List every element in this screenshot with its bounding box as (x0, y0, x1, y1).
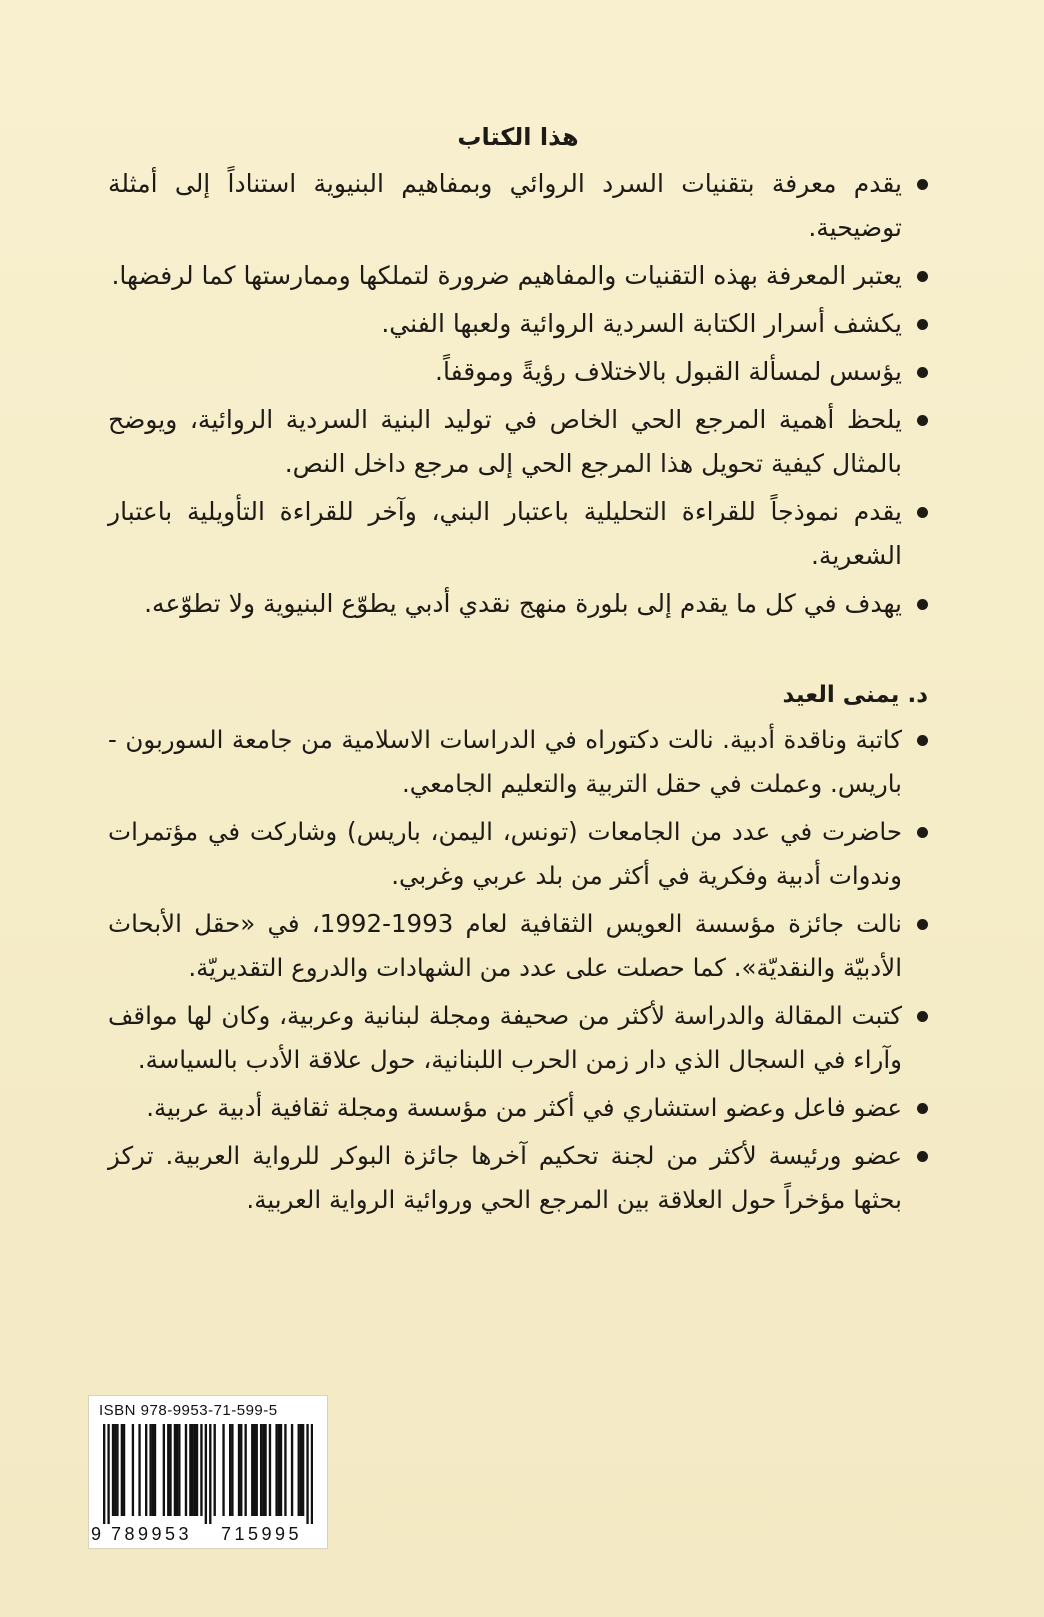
list-item-text: عضو فاعل وعضو استشاري في أكثر من مؤسسة ومجلة ثقافية أدبية عربية. (146, 1093, 902, 1122)
barcode-bar (251, 1424, 253, 1516)
list-item (108, 1086, 928, 1130)
barcode-bar (300, 1424, 302, 1516)
isbn-barcode (88, 1395, 328, 1549)
bullet-icon (917, 827, 928, 838)
barcode-bar (280, 1424, 282, 1516)
barcode-bar (167, 1424, 169, 1516)
barcode-bar (112, 1424, 114, 1516)
barcode-bar (269, 1424, 271, 1516)
barcode-bar (176, 1424, 178, 1516)
barcode-bar (302, 1424, 304, 1516)
barcode-bar (214, 1424, 216, 1516)
bullet-icon (917, 415, 928, 426)
list-item (108, 902, 928, 990)
barcode-bar (132, 1424, 134, 1516)
bullet-icon (917, 271, 928, 282)
barcode-bar (123, 1424, 125, 1516)
isbn-label: ISBN 978-9953-71-599-5 (99, 1402, 278, 1419)
barcode-bar (189, 1424, 191, 1516)
list-item (108, 718, 928, 806)
author-section (108, 680, 928, 1226)
barcode-digits (91, 1524, 323, 1545)
barcode-bar (163, 1424, 165, 1516)
barcode-bar (138, 1424, 140, 1516)
barcode-bar (205, 1424, 207, 1524)
list-item (108, 582, 928, 626)
list-item-text: يقدم معرفة بتقنيات السرد الروائي وبمفاهيم البنيوية استناداً إلى أمثلة توضيحية. (108, 169, 902, 242)
barcode-bar (116, 1424, 118, 1516)
list-item (108, 254, 928, 298)
barcode-digits-right: 715995 (221, 1524, 303, 1544)
barcode-bar (191, 1424, 193, 1516)
barcode-bar (244, 1424, 246, 1516)
bullet-icon (917, 179, 928, 190)
list-item (108, 490, 928, 578)
barcode-bar (260, 1424, 262, 1516)
bullet-icon (917, 1151, 928, 1162)
bullet-icon (917, 367, 928, 378)
barcode-bar (222, 1424, 224, 1516)
list-item-text: حاضرت في عدد من الجامعات (تونس، اليمن، باريس) وشاركت في مؤتمرات وندوات أدبية وفكرية في أكثر من بلد عربي وغربي. (108, 817, 902, 890)
list-item (108, 398, 928, 486)
list-item (108, 350, 928, 394)
barcode-bar (278, 1424, 280, 1516)
barcode-bar (264, 1424, 266, 1516)
list-item (108, 810, 928, 898)
bullet-icon (917, 919, 928, 930)
barcode-bar (262, 1424, 264, 1516)
list-item-text: يعتبر المعرفة بهذه التقنيات والمفاهيم ضرورة لتملكها وممارستها كما لرفضها. (111, 261, 902, 290)
barcode-bar (185, 1424, 187, 1516)
barcode-bar (154, 1424, 156, 1516)
barcode-bar (169, 1424, 171, 1516)
barcode-bar (311, 1424, 313, 1524)
barcode-bar (178, 1424, 180, 1516)
barcode-bar (253, 1424, 255, 1516)
barcode-bar (152, 1424, 154, 1516)
bullet-icon (917, 1011, 928, 1022)
list-item-text: يكشف أسرار الكتابة السردية الروائية ولعبها الفني. (381, 309, 902, 338)
bullet-icon (917, 507, 928, 518)
about-bullet-list (108, 162, 928, 626)
author-bullet-list (108, 718, 928, 1222)
list-item-text: كاتبة وناقدة أدبية. نالت دكتوراه في الدراسات الاسلامية من جامعة السوربون - باريس. وعملت في حقل التربية والتعليم الجامعي. (108, 725, 902, 798)
barcode-digits-left: 789953 (111, 1524, 193, 1544)
barcode-bar (145, 1424, 147, 1516)
barcode-bar (114, 1424, 116, 1516)
barcode-bar (103, 1424, 105, 1524)
barcode-bar (209, 1424, 211, 1524)
barcode-bar (306, 1424, 308, 1524)
list-item-text: يهدف في كل ما يقدم إلى بلورة منهج نقدي أدبي يطوّع البنيوية ولا تطوّعه. (144, 589, 902, 618)
bullet-icon (917, 319, 928, 330)
barcode-bar (240, 1424, 242, 1516)
list-item-text: يقدم نموذجاً للقراءة التحليلية باعتبار البني، وآخر للقراءة التأويلية باعتبار الشعرية. (108, 497, 902, 570)
barcode-bar (107, 1424, 109, 1524)
barcode-digit-first: 9 (91, 1524, 102, 1544)
barcode-bar (238, 1424, 240, 1516)
list-item-text: نالت جائزة مؤسسة العويس الثقافية لعام 1993-1992، في «حقل الأبحاث الأدبيّة والنقديّة». كما حصلت على عدد من الشهادات والدروع التقديريّة. (108, 909, 902, 982)
barcode-bar (149, 1424, 151, 1516)
list-item (108, 994, 928, 1082)
list-item (108, 162, 928, 250)
barcode-bar (200, 1424, 202, 1516)
barcode-bar (229, 1424, 231, 1516)
barcode-bar (291, 1424, 293, 1516)
list-item-text: كتبت المقالة والدراسة لأكثر من صحيفة ومجلة لبنانية وعربية، وكان لها مواقف وآراء في السجال الذي دار زمن الحرب اللبنانية، حول علاقة الأدب بالسياسة. (108, 1001, 902, 1074)
about-book-section (108, 122, 928, 630)
barcode-bar (194, 1424, 196, 1516)
author-name: د. يمنى العيد (782, 682, 928, 708)
barcode-bar (298, 1424, 300, 1516)
barcode-bar (174, 1424, 176, 1516)
barcode-bar (284, 1424, 286, 1516)
barcode-bar (256, 1424, 258, 1516)
barcode-bars (103, 1424, 313, 1524)
list-item-text: يؤسس لمسألة القبول بالاختلاف رؤيةً وموقفاً. (435, 357, 902, 386)
list-item-text: يلحظ أهمية المرجع الحي الخاص في توليد البنية السردية الروائية، ويوضح بالمثال كيفية تحويل هذا المرجع الحي إلى مرجع داخل النص. (108, 405, 902, 478)
bullet-icon (917, 599, 928, 610)
barcode-bar (275, 1424, 277, 1516)
list-item-text: عضو ورئيسة لأكثر من لجنة تحكيم آخرها جائزة البوكر للرواية العربية. تركز بحثها مؤخراً حول العلاقة بين المرجع الحي وروائية الرواية العربية. (108, 1141, 902, 1214)
list-item (108, 1134, 928, 1222)
barcode-bar (121, 1424, 123, 1516)
barcode-bar (196, 1424, 198, 1516)
list-item (108, 302, 928, 346)
barcode-bar (231, 1424, 233, 1516)
bullet-icon (917, 735, 928, 746)
about-section-title: هذا الكتاب (457, 123, 579, 151)
bullet-icon (917, 1103, 928, 1114)
